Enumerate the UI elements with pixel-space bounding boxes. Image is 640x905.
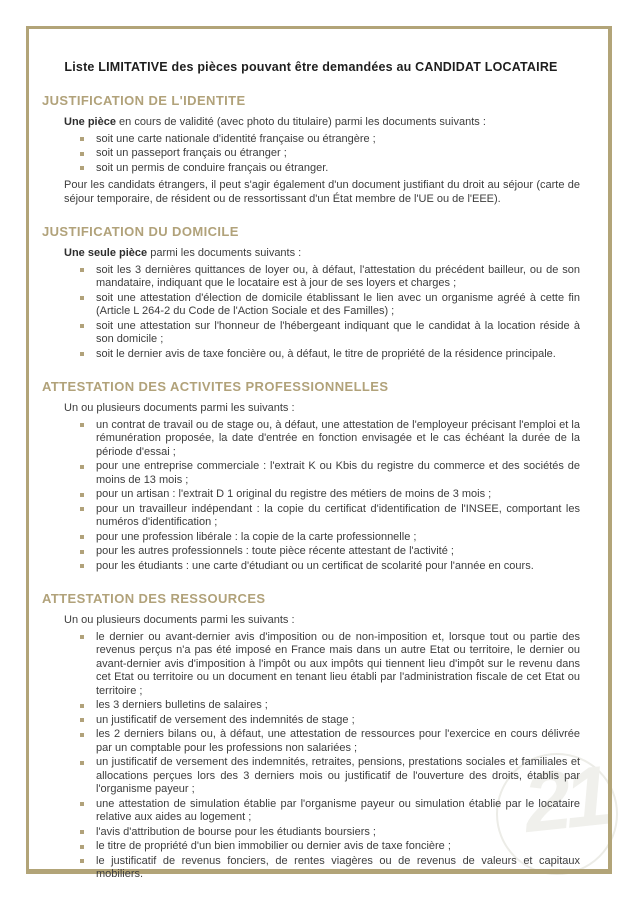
list-item xyxy=(42,826,580,840)
section-note: Pour les candidats étrangers, il peut s'agir également d'un document justifiant du droit au séjour (carte de séjour temporaire, de résident ou de ressortissant d'un État membre de l'UE ou de l'EEE). xyxy=(64,179,580,205)
intro-bold-text: Une seule pièce xyxy=(64,247,148,259)
section-intro xyxy=(64,116,580,130)
list-item xyxy=(42,631,580,699)
intro-text: Un ou plusieurs documents parmi les suivants : xyxy=(64,402,295,414)
intro-text: en cours de validité (avec photo du titulaire) parmi les documents suivants : xyxy=(115,116,486,128)
list-item-text: un justificatif de versement des indemnités de stage ; xyxy=(96,713,355,726)
bullet-square-icon xyxy=(80,507,84,511)
bullet-square-icon xyxy=(80,830,84,834)
section-justification-identite xyxy=(42,94,580,206)
list-item-text: pour les étudiants : une carte d'étudiant ou un certificat de scolarité pour l'année en cours. xyxy=(96,559,534,572)
list-item xyxy=(42,840,580,854)
list-item xyxy=(42,133,580,147)
bullet-square-icon xyxy=(80,324,84,328)
list-item xyxy=(42,320,580,347)
intro-bold-text: Une pièce xyxy=(64,116,116,128)
list-item-text: les 3 derniers bulletins de salaires ; xyxy=(96,699,268,711)
list-item xyxy=(42,264,580,291)
bullet-square-icon xyxy=(80,137,84,141)
bullet-square-icon xyxy=(80,635,84,639)
list-item xyxy=(42,545,580,559)
document-border-frame xyxy=(26,26,612,880)
list-item xyxy=(42,488,580,502)
intro-text: Un ou plusieurs documents parmi les suivants : xyxy=(64,614,295,626)
list-item-text: le titre de propriété d'un bien immobilier ou dernier avis de taxe foncière ; xyxy=(96,840,451,852)
section-heading-domicile: JUSTIFICATION DU DOMICILE xyxy=(42,224,239,239)
list-item xyxy=(42,560,580,574)
list-item xyxy=(42,503,580,530)
list-item-text: soit les 3 dernières quittances de loyer ou, à défaut, l'attestation du précédent bailleur, ou de son mandataire, indiquant que le locataire est à jour de ses loyers et charges ; xyxy=(96,263,580,289)
section-attestation-activites xyxy=(42,380,580,573)
section-justification-domicile xyxy=(42,225,580,361)
bullet-square-icon xyxy=(80,859,84,863)
bullet-square-icon xyxy=(80,802,84,806)
list-item-text: un justificatif de versement des indemnités, retraites, pensions, prestations sociales et familiales et allocations perçues lors des 3 derniers mois ou justificatif de l'ouverture des droits, établis par l'organisme payeur ; xyxy=(96,756,580,795)
bullet-square-icon xyxy=(80,268,84,272)
list-item xyxy=(42,348,580,362)
bullet-square-icon xyxy=(80,152,84,156)
list-item xyxy=(42,460,580,487)
list-item xyxy=(42,756,580,797)
list-item-text: le dernier ou avant-dernier avis d'imposition ou de non-imposition et, lorsque tout ou partie des revenus perçus n'a pas été imposé en France mais dans un autre Etat ou territoire, le dernier ou avant-dernier avis d'imposition à l'impôt ou aux impôts qui tiennent lieu d'impôt sur le revenu dans cet Etat ou territoire ou un document en tenant lieu établi par l'administration fiscale de cet Etat ou territoire ; xyxy=(96,630,580,697)
section-heading-identite: JUSTIFICATION DE L'IDENTITE xyxy=(42,93,246,108)
list-item-text: une attestation de simulation établie par l'organisme payeur ou simulation établie par le locataire relative aux aides au logement ; xyxy=(96,797,580,823)
list-item-text: les 2 derniers bilans ou, à défaut, une attestation de ressources pour l'exercice en cours délivrée par un comptable pour les professions non salariées ; xyxy=(96,728,580,754)
section-intro xyxy=(64,402,580,416)
document-list xyxy=(42,419,580,574)
bullet-square-icon xyxy=(80,550,84,554)
list-item xyxy=(42,292,580,319)
section-heading-activites: ATTESTATION DES ACTIVITES PROFESSIONNELLES xyxy=(42,379,389,394)
list-item xyxy=(42,798,580,825)
bullet-square-icon xyxy=(80,535,84,539)
list-item-text: soit un permis de conduire français ou étranger. xyxy=(96,161,329,174)
list-item xyxy=(42,531,580,545)
list-item-text: un contrat de travail ou de stage ou, à défaut, une attestation de l'employeur précisant l'emploi et la rémunération proposée, la date d'entrée en fonction envisagée et le cas échéant la durée de la période d'essai ; xyxy=(96,418,580,458)
list-item xyxy=(42,855,580,882)
list-item-text: soit un passeport français ou étranger ; xyxy=(96,147,287,159)
bullet-square-icon xyxy=(80,352,84,356)
list-item xyxy=(42,728,580,755)
list-item-text: le justificatif de revenus fonciers, de rentes viagères ou de revenus de valeurs et capitaux mobiliers. xyxy=(96,854,580,880)
list-item-text: soit une carte nationale d'identité française ou étrangère ; xyxy=(96,132,376,145)
bullet-square-icon xyxy=(80,733,84,737)
intro-text: parmi les documents suivants : xyxy=(147,247,302,259)
bullet-square-icon xyxy=(80,166,84,170)
bullet-square-icon xyxy=(80,845,84,849)
list-item-text: pour une entreprise commerciale : l'extrait K ou Kbis du registre du commerce et des sociétés de moins de 13 mois ; xyxy=(96,460,580,486)
list-item xyxy=(42,419,580,460)
bullet-square-icon xyxy=(80,761,84,765)
list-item-text: pour les autres professionnels : toute pièce récente attestant de l'activité ; xyxy=(96,545,454,557)
list-item-text: soit le dernier avis de taxe foncière ou, à défaut, le titre de propriété de la résidence principale. xyxy=(96,347,556,360)
list-item-text: pour un artisan : l'extrait D 1 original du registre des métiers de moins de 3 mois ; xyxy=(96,488,492,500)
bullet-square-icon xyxy=(80,493,84,497)
document-list xyxy=(42,264,580,362)
list-item xyxy=(42,699,580,713)
document-title: Liste LIMITATIVE des pièces pouvant être demandées au CANDIDAT LOCATAIRE xyxy=(64,60,558,74)
section-attestation-ressources xyxy=(42,592,580,882)
list-item-text: l'avis d'attribution de bourse pour les étudiants boursiers ; xyxy=(96,825,376,838)
list-item-text: pour un travailleur indépendant : la copie du certificat d'identification de l'INSEE, comportant les numéros d'identification ; xyxy=(96,502,580,528)
bullet-square-icon xyxy=(80,704,84,708)
bullet-square-icon xyxy=(80,564,84,568)
list-item xyxy=(42,147,580,161)
watermark-text: 21 xyxy=(519,748,611,850)
document-list xyxy=(42,631,580,882)
bullet-square-icon xyxy=(80,465,84,469)
list-item xyxy=(42,714,580,728)
list-item-text: pour une profession libérale : la copie de la carte professionnelle ; xyxy=(96,530,417,543)
section-heading-ressources: ATTESTATION DES RESSOURCES xyxy=(42,591,266,606)
document-list xyxy=(42,133,580,176)
list-item xyxy=(42,162,580,176)
section-intro xyxy=(64,614,580,628)
bullet-square-icon xyxy=(80,296,84,300)
list-item-text: soit une attestation d'élection de domicile établissant le lien avec un organisme agréé à cette fin (Article L 264-2 du Code de l'Action Sociale et des Familles) ; xyxy=(96,291,580,317)
section-intro xyxy=(64,247,580,261)
bullet-square-icon xyxy=(80,423,84,427)
list-item-text: soit une attestation sur l'honneur de l'hébergeant indiquant que le candidat à la location réside à son domicile ; xyxy=(96,319,580,345)
bullet-square-icon xyxy=(80,718,84,722)
